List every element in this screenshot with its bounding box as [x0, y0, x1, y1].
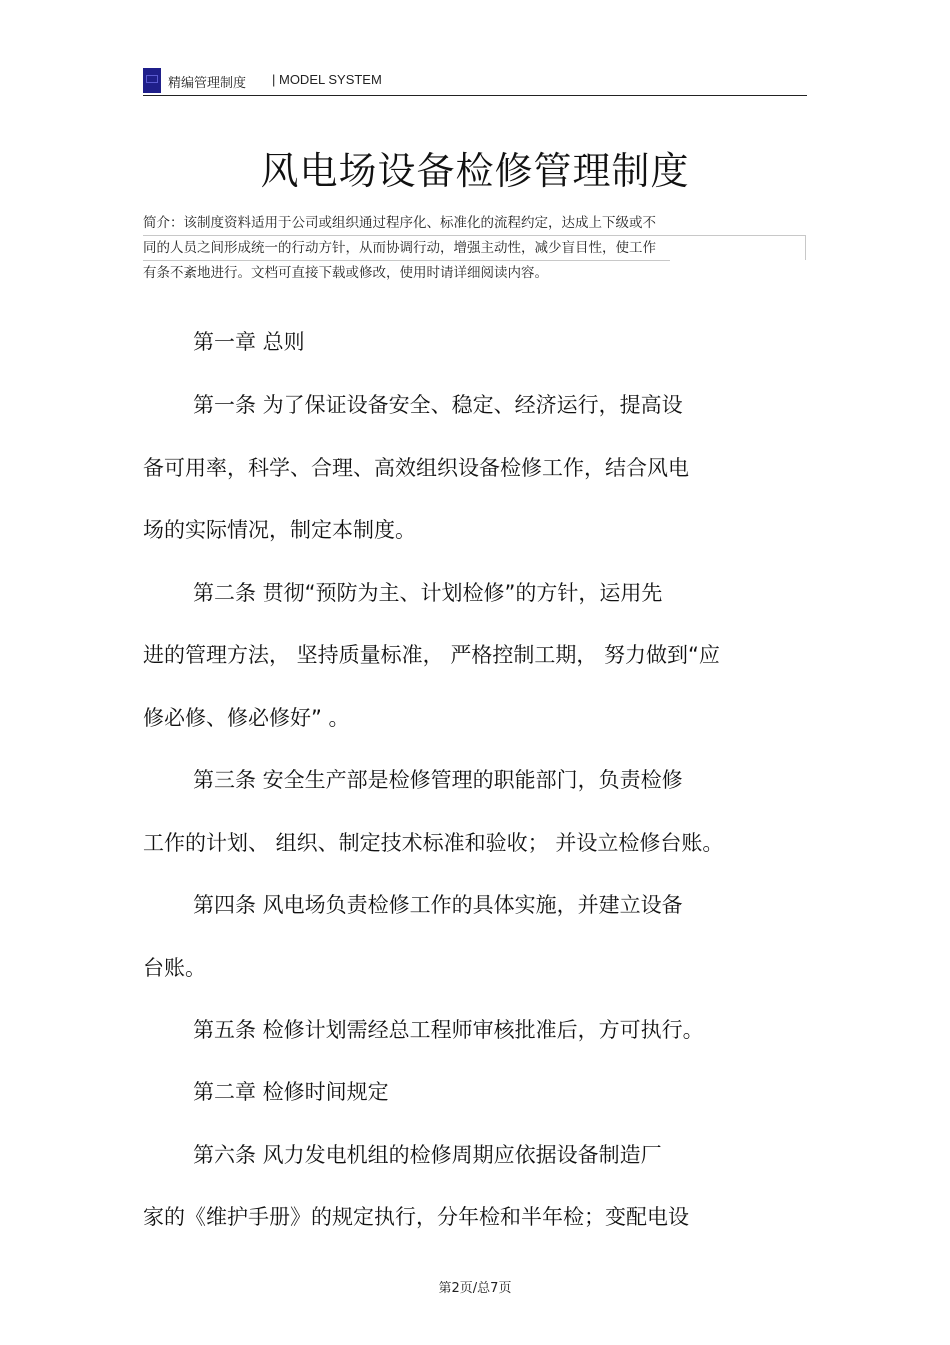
page-header	[143, 66, 807, 96]
chapter-heading: 第一章 总则	[193, 330, 305, 354]
page-number: 第2页/总7页	[438, 1281, 512, 1296]
intro-line: 同的人员之间形成统一的行动方针，从而协调行动，增强主动性，减少盲目性，使工作	[143, 235, 806, 260]
chapter-heading: 第二章 检修时间规定	[193, 1080, 389, 1104]
document-title: 风电场设备检修管理制度	[260, 149, 690, 193]
header-subtitle: | MODEL SYSTEM	[272, 72, 382, 87]
intro-block	[143, 211, 807, 285]
article-line: 家的《维护手册》的规定执行，分年检和半年检；变配电设	[143, 1205, 689, 1229]
article-line: 台账。	[143, 956, 206, 980]
article-line: 第二条 贯彻“预防为主、计划检修”的方针，运用先	[193, 581, 663, 605]
article-line: 场的实际情况，制定本制度。	[143, 518, 416, 542]
logo-mark	[146, 75, 158, 83]
article-line: 第五条 检修计划需经总工程师审核批准后，方可执行。	[193, 1018, 704, 1042]
article-line: 修必修、修必修好” 。	[143, 706, 350, 730]
article-line: 第六条 风力发电机组的检修周期应依据设备制造厂	[193, 1143, 662, 1167]
intro-line: 简介：该制度资料适用于公司或组织通过程序化、标准化的流程约定，达成上下级或不	[143, 215, 656, 231]
article-line: 第四条 风电场负责检修工作的具体实施，并建立设备	[193, 893, 683, 917]
header-title: 精编管理制度	[168, 76, 247, 91]
logo-icon	[143, 68, 161, 93]
article-line: 第一条 为了保证设备安全、稳定、经济运行，提高设	[193, 393, 683, 417]
article-line: 第三条 安全生产部是检修管理的职能部门，负责检修	[193, 768, 683, 792]
article-line: 进的管理方法， 坚持质量标准， 严格控制工期， 努力做到“应	[143, 643, 720, 667]
article-line: 备可用率，科学、合理、高效组织设备检修工作，结合风电	[143, 456, 689, 480]
article-line: 工作的计划、 组织、制定技术标准和验收； 并设立检修台账。	[143, 831, 724, 855]
intro-line: 有条不紊地进行。文档可直接下载或修改，使用时请详细阅读内容。	[143, 260, 670, 285]
